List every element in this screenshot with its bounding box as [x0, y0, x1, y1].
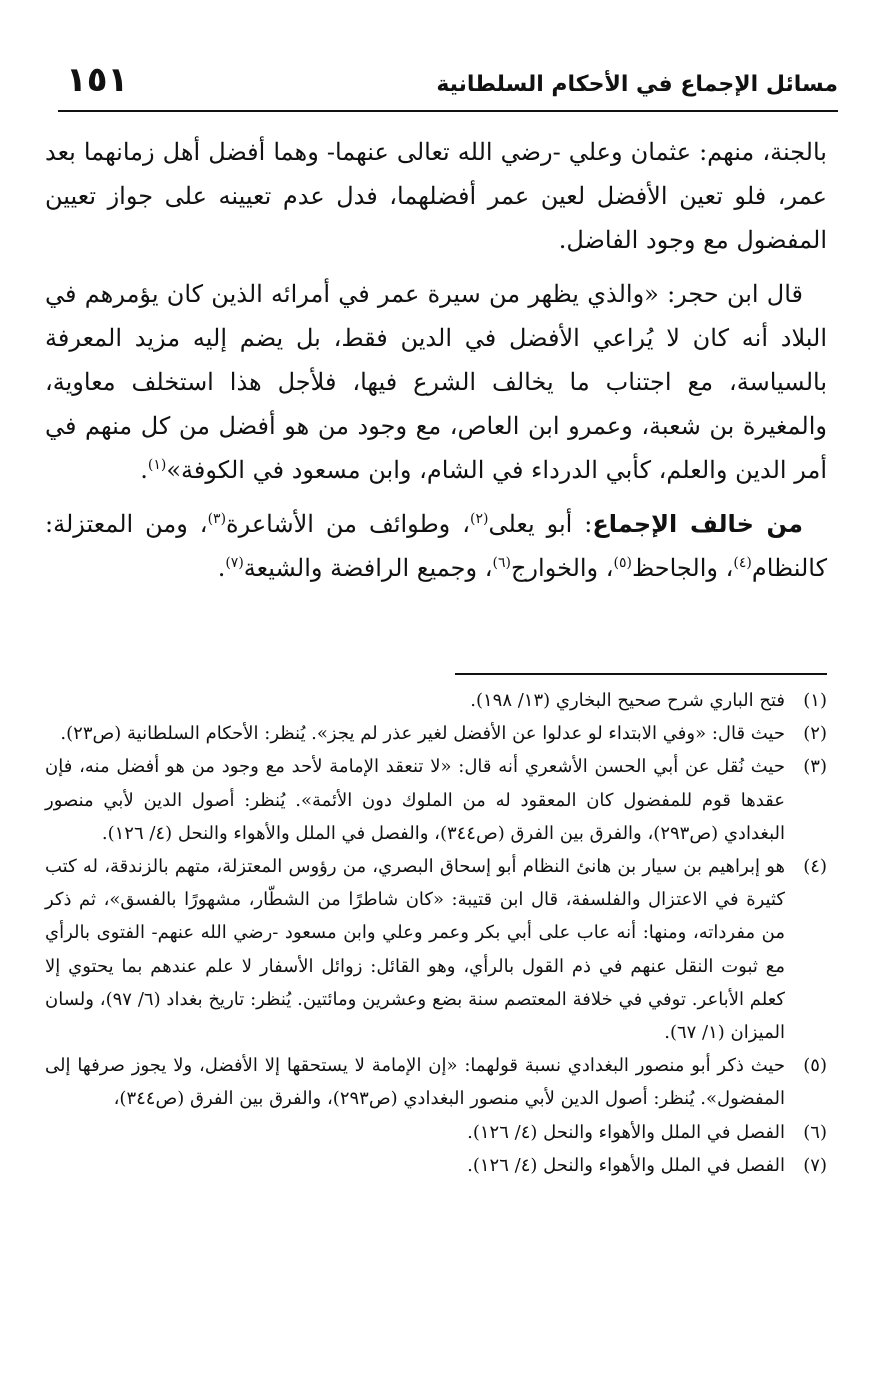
p3-seg-e: ، والخوارج	[510, 554, 614, 582]
p3-end: .	[217, 554, 226, 582]
footnote-7	[45, 1149, 827, 1182]
footnote-number: (٤)	[803, 856, 827, 878]
paragraph-2	[45, 272, 827, 492]
footnote-separator	[455, 673, 827, 675]
footnote-text: حيث ذكر أبو منصور البغدادي نسبة قولهما: «إن الإمامة لا يستحقها إلا الأفضل، ولا يجوز صرفها إلى المفضول». يُنظر: أصول الدين لأبي منصور البغدادي (ص٢٩٣)، والفرق بين الفرق (ص٣٤٤)،	[45, 1055, 785, 1110]
footnote-3	[45, 750, 827, 850]
page-number: ١٥١	[66, 60, 129, 100]
footnote-1	[45, 684, 827, 717]
p3-seg-f: ، وجميع الرافضة والشيعة	[243, 554, 493, 582]
running-header	[58, 58, 838, 112]
footnote-text: هو إبراهيم بن سيار بن هانئ النظام أبو إسحاق البصري، من رؤوس المعتزلة، متهم بالزندقة، له كتب كثيرة في الاعتزال والفلسفة، قال ابن قتيبة: «كان شاطرًا من الشطّار، مشهورًا بالفسق»، ثم ذكر من مفرداته، ومنها: أنه عاب على أبي بكر وعمر وعلي وابن مسعود -رضي الله عنهم- الفتوى بالرأي مع ثبوت النقل عنهم في ذم القول بالرأي، وهو القائل: زوائل الأسفار لا علم عندهم بما يحتوي إلا كعلم الأباعر. توفي في خلافة المعتصم سنة بضع وعشرين ومائتين. يُنظر: تاريخ بغداد (٦/ ٩٧)، ولسان الميزان (١/ ٦٧).	[45, 856, 785, 1044]
footnote-number: (٥)	[803, 1055, 827, 1077]
section-lead: من خالف الإجماع	[592, 510, 804, 538]
footnote-6	[45, 1116, 827, 1149]
p3-seg-a: : أبو يعلى	[488, 510, 593, 538]
footnote-ref-4[interactable]: (٤)	[733, 555, 752, 571]
footnote-ref-7[interactable]: (٧)	[225, 555, 244, 571]
footnote-number: (٧)	[803, 1154, 827, 1176]
footnote-4	[45, 850, 827, 1049]
footnote-number: (٢)	[803, 723, 827, 745]
footnote-ref-1[interactable]: (١)	[147, 457, 167, 473]
footnote-ref-3[interactable]: (٣)	[207, 511, 227, 527]
main-text	[45, 130, 827, 600]
footnote-ref-5[interactable]: (٥)	[613, 555, 632, 571]
footnote-text: فتح الباري شرح صحيح البخاري (١٣/ ١٩٨).	[470, 690, 785, 711]
p3-seg-c: ، ومن المعتزلة: كالنظام	[45, 510, 827, 582]
footnote-2	[45, 717, 827, 750]
paragraph-2-end: .	[140, 456, 148, 484]
paragraph-3	[45, 502, 827, 590]
paragraph-1: بالجنة، منهم: عثمان وعلي -رضي الله تعالى عنهما- وهما أفضل أهل زمانهما بعد عمر، فلو تعين الأفضل لعين عمر أفضلهما، فدل عدم تعيينه على جواز تعيين المفضول مع وجود الفاضل.	[45, 138, 827, 254]
footnote-text: حيث قال: «وفي الابتداء لو عدلوا عن الأفضل لغير عذر لم يجز». يُنظر: الأحكام السلطانية (ص٢٣).	[60, 723, 785, 745]
footnotes	[45, 684, 827, 1182]
footnote-text: الفصل في الملل والأهواء والنحل (٤/ ١٢٦).	[467, 1154, 785, 1176]
p3-seg-d: ، والجاحظ	[632, 554, 734, 582]
footnote-text: الفصل في الملل والأهواء والنحل (٤/ ١٢٦).	[467, 1121, 785, 1143]
footnote-text: حيث نُقل عن أبي الحسن الأشعري أنه قال: «لا تنعقد الإمامة لأحد مع وجود من هو أفضل منه، فإن عقدها قوم للمفضول كان المعقود له من الملوك دون الأئمة». يُنظر: أصول الدين لأبي منصور البغدادي (ص٢٩٣)، والفرق بين الفرق (ص٣٤٤)، والفصل في الملل والأهواء والنحل (٤/ ١٢٦).	[45, 756, 785, 844]
running-title: مسائل الإجماع في الأحكام السلطانية	[436, 72, 838, 97]
p3-seg-b: ، وطوائف من الأشاعرة	[226, 510, 470, 538]
footnote-number: (١)	[803, 690, 827, 711]
paragraph-2-text: قال ابن حجر: «والذي يظهر من سيرة عمر في أمرائه الذين كان يؤمرهم في البلاد أنه كان لا يُراعي الأفضل في الدين فقط، بل يضم إليه مزيد المعرفة بالسياسة، مع اجتناب ما يخالف الشرع فيها، فلأجل هذا استخلف معاوية، والمغيرة بن شعبة، وعمرو ابن العاص، مع وجود من هو أفضل من كل منهم في أمر الدين والعلم، كأبي الدرداء في الشام، وابن مسعود في الكوفة»	[45, 280, 827, 484]
footnote-number: (٣)	[803, 756, 827, 778]
footnote-ref-6[interactable]: (٦)	[492, 555, 511, 571]
footnote-5	[45, 1049, 827, 1115]
footnote-number: (٦)	[803, 1121, 827, 1143]
footnote-ref-2[interactable]: (٢)	[469, 511, 489, 527]
